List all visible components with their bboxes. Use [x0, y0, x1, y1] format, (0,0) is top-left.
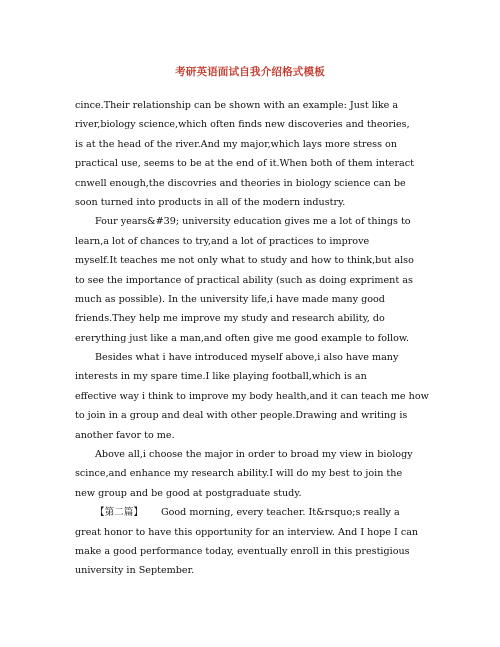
- text-line: Four years&#39; university education gives me a lot of things to: [95, 216, 411, 228]
- text-line: Besides what i have introduced myself above,i also have many: [95, 352, 399, 364]
- text-line: another favor to me.: [75, 429, 175, 441]
- text-line: ererything just like a man,and often give me good example to follow.: [75, 332, 410, 344]
- text-line: effective way i think to improve my body health,and it can teach me how: [75, 390, 429, 402]
- document-body: [75, 96, 431, 581]
- text-line: myself.It teaches me not only what to study and how to think,but also: [75, 255, 414, 267]
- text-line: cince.Their relationship can be shown with an example: Just like a: [75, 100, 399, 111]
- text-line: new group and be good at postgraduate study.: [75, 487, 302, 499]
- text-line: cnwell enough,the discovries and theories in biology science can be: [75, 177, 406, 189]
- text-line: friends.They help me improve my study and research ability, do: [75, 313, 385, 325]
- text-line: soon turned into products in all of the modern industry.: [75, 196, 346, 208]
- text-line: much as possible). In the university life,i have made many good: [75, 293, 385, 305]
- section-line: [75, 503, 431, 522]
- text-line: university in September.: [75, 565, 195, 577]
- section-marker: 【第二篇】: [95, 507, 143, 519]
- text-line: is at the head of the river.And my major,which lays more stress on: [75, 138, 397, 150]
- text-line: interests in my spare time.I like playing football,which is an: [75, 371, 367, 383]
- text-line: make a good performance today, eventually enroll in this prestigious: [75, 545, 410, 557]
- text-line: to join in a group and deal with other people.Drawing and writing is: [75, 410, 408, 422]
- text-line: river,biology science,which often finds new discoveries and theories,: [75, 119, 410, 131]
- text-line: Above all,i choose the major in order to broad my view in biology: [95, 449, 413, 461]
- text-line: practical use, seems to be at the end of it.When both of them interact: [75, 158, 415, 170]
- text-line: great honor to have this opportunity for an interview. And I hope I can: [75, 526, 419, 538]
- document-title: 考研英语面试自我介绍格式模板: [175, 66, 325, 78]
- text-line: Good morning, every teacher. It&rsquo;s really a: [160, 507, 400, 519]
- text-line: learn,a lot of chances to try,and a lot of practices to improve: [75, 235, 370, 247]
- text-line: scince,and enhance my research ability.I will do my best to join the: [75, 468, 403, 480]
- text-line: to see the importance of practical ability (such as doing expriment as: [75, 274, 413, 286]
